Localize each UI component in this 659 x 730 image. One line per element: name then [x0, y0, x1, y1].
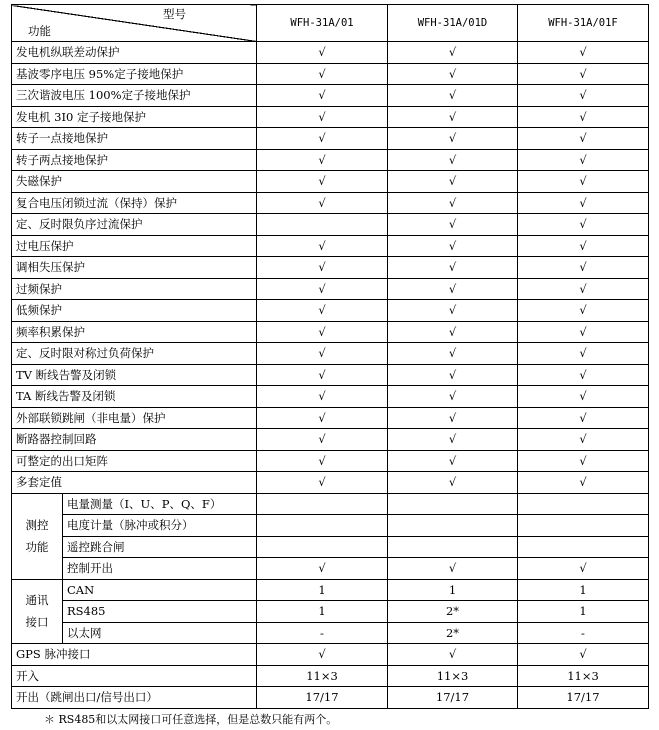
value-cell: √	[518, 149, 649, 171]
value-cell: √	[518, 257, 649, 279]
table-row	[12, 278, 649, 300]
value-cell: √	[257, 472, 388, 494]
value-cell: √	[388, 343, 518, 365]
table-row	[12, 192, 649, 214]
value-cell: √	[518, 171, 649, 193]
value-cell: √	[388, 128, 518, 150]
value-cell: √	[518, 214, 649, 236]
value-cell: √	[518, 85, 649, 107]
sub-function-name-cell: 电度计量（脉冲或积分）	[63, 515, 257, 537]
model-column-header: WFH-31A/01F	[518, 5, 649, 42]
table-row	[12, 558, 649, 580]
value-cell	[388, 515, 518, 537]
value-cell: √	[388, 192, 518, 214]
value-cell: √	[518, 192, 649, 214]
value-cell: √	[518, 450, 649, 472]
function-name-cell: 可整定的出口矩阵	[12, 450, 257, 472]
value-cell: √	[257, 558, 388, 580]
value-cell: √	[388, 386, 518, 408]
value-cell: √	[257, 257, 388, 279]
group-label-cell	[12, 493, 63, 579]
sub-function-name-cell: 以太网	[63, 622, 257, 644]
value-cell: √	[388, 42, 518, 64]
footnote: ＊ RS485和以太网接口可任意选择，但是总数只能有两个。	[44, 713, 338, 726]
value-cell: √	[257, 278, 388, 300]
value-cell: √	[518, 278, 649, 300]
table-row	[12, 687, 649, 709]
value-cell: 1	[388, 579, 518, 601]
value-cell: 17/17	[518, 687, 649, 709]
sub-function-name-cell: RS485	[63, 601, 257, 623]
value-cell: √	[388, 214, 518, 236]
function-name-cell: GPS 脉冲接口	[12, 644, 257, 666]
group-label-line: 接口	[25, 615, 49, 630]
value-cell: √	[257, 450, 388, 472]
function-name-cell: 过频保护	[12, 278, 257, 300]
sub-function-name-cell: CAN	[63, 579, 257, 601]
value-cell: √	[518, 106, 649, 128]
sub-function-name-cell: 控制开出	[63, 558, 257, 580]
value-cell: 1	[257, 601, 388, 623]
value-cell: √	[388, 558, 518, 580]
value-cell: √	[388, 149, 518, 171]
value-cell: √	[388, 450, 518, 472]
table-row	[12, 63, 649, 85]
value-cell: √	[518, 644, 649, 666]
function-name-cell: 过电压保护	[12, 235, 257, 257]
table-row	[12, 622, 649, 644]
function-name-cell: 低频保护	[12, 300, 257, 322]
table-row	[12, 214, 649, 236]
function-name-cell: 频率积累保护	[12, 321, 257, 343]
value-cell	[257, 536, 388, 558]
value-cell: √	[388, 85, 518, 107]
model-column-header: WFH-31A/01	[257, 5, 388, 42]
value-cell: √	[257, 321, 388, 343]
value-cell: 11×3	[388, 665, 518, 687]
sub-function-name-cell: 遥控跳合闸	[63, 536, 257, 558]
value-cell: √	[518, 472, 649, 494]
value-cell: √	[518, 429, 649, 451]
value-cell: √	[257, 343, 388, 365]
table-row	[12, 257, 649, 279]
value-cell: √	[518, 300, 649, 322]
table-row	[12, 450, 649, 472]
value-cell	[518, 493, 649, 515]
function-name-cell: 基波零序电压 95%定子接地保护	[12, 63, 257, 85]
function-name-cell: 定、反时限负序过流保护	[12, 214, 257, 236]
function-name-cell: 三次谐波电压 100%定子接地保护	[12, 85, 257, 107]
value-cell: √	[388, 407, 518, 429]
value-cell: √	[257, 42, 388, 64]
value-cell: √	[388, 171, 518, 193]
value-cell: √	[388, 257, 518, 279]
value-cell: 1	[518, 601, 649, 623]
table-row	[12, 128, 649, 150]
function-name-cell: 失磁保护	[12, 171, 257, 193]
table-row	[12, 579, 649, 601]
table-row	[12, 85, 649, 107]
value-cell: √	[257, 235, 388, 257]
value-cell: √	[388, 472, 518, 494]
function-name-cell: 定、反时限对称过负荷保护	[12, 343, 257, 365]
value-cell: √	[257, 300, 388, 322]
function-name-cell: 开出（跳闸出口/信号出口）	[12, 687, 257, 709]
value-cell: -	[257, 622, 388, 644]
value-cell: √	[388, 106, 518, 128]
value-cell: √	[257, 429, 388, 451]
function-name-cell: 发电机纵联差动保护	[12, 42, 257, 64]
table-row	[12, 106, 649, 128]
table-row	[12, 42, 649, 64]
function-name-cell: 转子一点接地保护	[12, 128, 257, 150]
function-name-cell: 转子两点接地保护	[12, 149, 257, 171]
value-cell	[388, 536, 518, 558]
function-header-label: 功能	[28, 24, 51, 38]
table-row	[12, 644, 649, 666]
value-cell: √	[257, 149, 388, 171]
value-cell: √	[388, 644, 518, 666]
model-header-label: 型号	[163, 7, 186, 21]
value-cell	[518, 515, 649, 537]
table-row	[12, 171, 649, 193]
model-column-header: WFH-31A/01D	[388, 5, 518, 42]
table-row	[12, 493, 649, 515]
value-cell: 17/17	[257, 687, 388, 709]
value-cell	[257, 515, 388, 537]
value-cell: √	[257, 106, 388, 128]
value-cell: √	[388, 278, 518, 300]
value-cell: √	[518, 128, 649, 150]
value-cell: 2*	[388, 622, 518, 644]
value-cell	[518, 536, 649, 558]
value-cell: √	[518, 321, 649, 343]
table-row	[12, 235, 649, 257]
table-row	[12, 601, 649, 623]
value-cell: √	[518, 558, 649, 580]
table-row	[12, 300, 649, 322]
value-cell: √	[518, 235, 649, 257]
function-name-cell: TV 断线告警及闭锁	[12, 364, 257, 386]
value-cell	[257, 493, 388, 515]
value-cell: √	[388, 63, 518, 85]
value-cell: √	[388, 364, 518, 386]
value-cell: √	[257, 364, 388, 386]
table-row	[12, 364, 649, 386]
value-cell: 17/17	[388, 687, 518, 709]
value-cell: √	[388, 235, 518, 257]
table-row	[12, 321, 649, 343]
table-row	[12, 149, 649, 171]
value-cell: 11×3	[518, 665, 649, 687]
table-row	[12, 429, 649, 451]
value-cell: √	[518, 42, 649, 64]
function-name-cell: 断路器控制回路	[12, 429, 257, 451]
group-label-line: 测控	[25, 518, 49, 532]
value-cell: √	[257, 407, 388, 429]
function-name-cell: 调相失压保护	[12, 257, 257, 279]
table-row	[12, 407, 649, 429]
table-row	[12, 665, 649, 687]
value-cell: 1	[518, 579, 649, 601]
header-row	[12, 5, 649, 42]
value-cell: -	[518, 622, 649, 644]
group-label-line: 功能	[25, 540, 49, 554]
function-name-cell: 开入	[12, 665, 257, 687]
value-cell	[257, 214, 388, 236]
function-model-table	[11, 4, 649, 709]
group-label-line: 通讯	[25, 593, 49, 608]
function-name-cell: 复合电压闭锁过流（保持）保护	[12, 192, 257, 214]
value-cell: 2*	[388, 601, 518, 623]
table-row	[12, 515, 649, 537]
function-name-cell: 外部联锁跳闸（非电量）保护	[12, 407, 257, 429]
value-cell: √	[518, 63, 649, 85]
value-cell: √	[388, 429, 518, 451]
value-cell: 11×3	[257, 665, 388, 687]
diagonal-header-cell	[12, 5, 257, 42]
table-row	[12, 386, 649, 408]
value-cell: √	[388, 300, 518, 322]
value-cell: √	[257, 85, 388, 107]
function-name-cell: 发电机 3I0 定子接地保护	[12, 106, 257, 128]
value-cell: √	[257, 386, 388, 408]
table-row	[12, 343, 649, 365]
table-row	[12, 536, 649, 558]
function-name-cell: TA 断线告警及闭锁	[12, 386, 257, 408]
function-name-cell: 多套定值	[12, 472, 257, 494]
value-cell: √	[518, 407, 649, 429]
value-cell: √	[257, 171, 388, 193]
value-cell: √	[257, 63, 388, 85]
value-cell: √	[388, 321, 518, 343]
value-cell	[388, 493, 518, 515]
value-cell: √	[518, 386, 649, 408]
sub-function-name-cell: 电量测量（I、U、P、Q、F）	[63, 493, 257, 515]
value-cell: √	[518, 343, 649, 365]
value-cell: √	[257, 644, 388, 666]
table-row	[12, 472, 649, 494]
value-cell: √	[257, 128, 388, 150]
group-label-cell	[12, 579, 63, 644]
value-cell: √	[257, 192, 388, 214]
value-cell: √	[518, 364, 649, 386]
value-cell: 1	[257, 579, 388, 601]
